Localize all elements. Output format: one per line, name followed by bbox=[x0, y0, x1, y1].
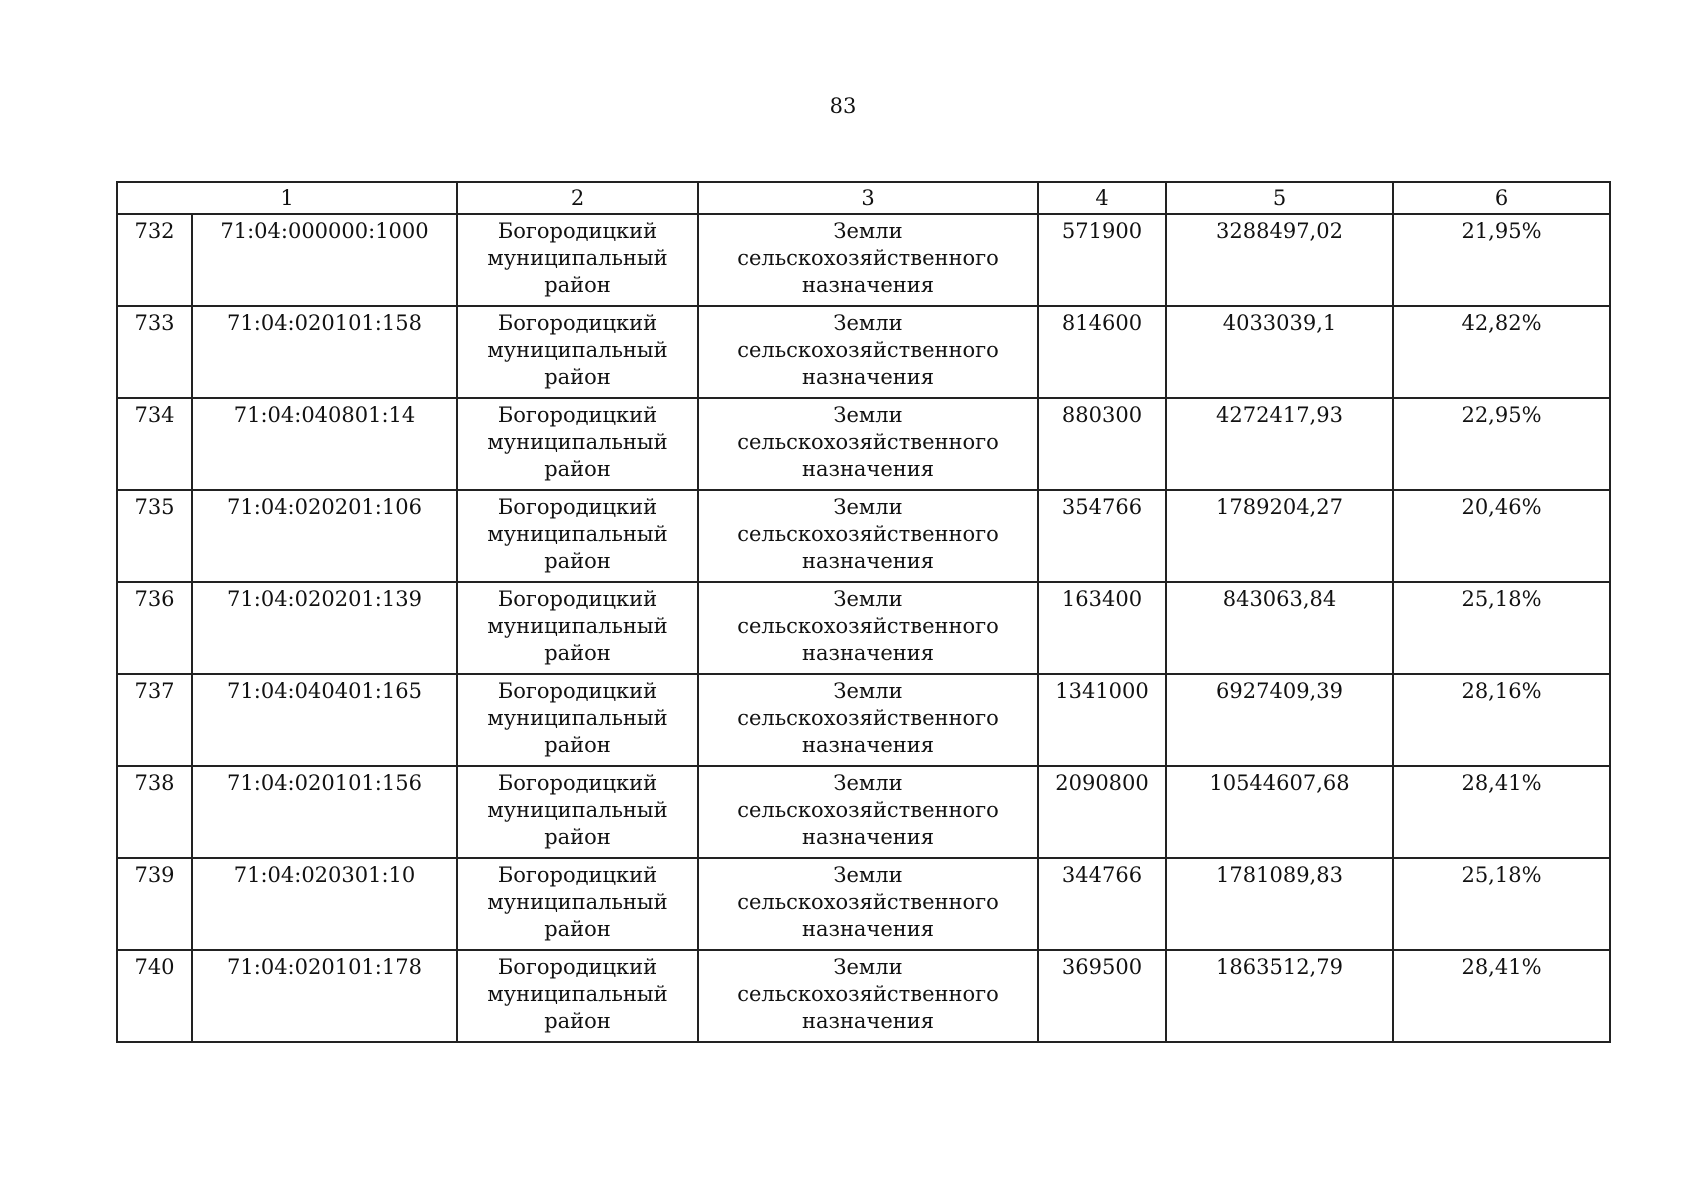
district-cell: Богородицкий муниципальный район bbox=[457, 582, 698, 674]
district-cell: Богородицкий муниципальный район bbox=[457, 858, 698, 950]
cadastral-value-cell: 843063,84 bbox=[1166, 582, 1393, 674]
table-row bbox=[117, 674, 1610, 766]
district-cell: Богородицкий муниципальный район bbox=[457, 306, 698, 398]
row-number-cell: 739 bbox=[117, 858, 192, 950]
percent-cell: 20,46% bbox=[1393, 490, 1610, 582]
land-category-cell: Земли сельскохозяйственного назначения bbox=[698, 766, 1038, 858]
percent-cell: 28,16% bbox=[1393, 674, 1610, 766]
table-row bbox=[117, 582, 1610, 674]
column-header-4: 4 bbox=[1038, 182, 1166, 214]
district-cell: Богородицкий муниципальный район bbox=[457, 674, 698, 766]
cadastral-number-cell: 71:04:000000:1000 bbox=[192, 214, 457, 306]
area-cell: 814600 bbox=[1038, 306, 1166, 398]
percent-cell: 25,18% bbox=[1393, 582, 1610, 674]
land-category-cell: Земли сельскохозяйственного назначения bbox=[698, 674, 1038, 766]
percent-cell: 28,41% bbox=[1393, 950, 1610, 1042]
area-cell: 1341000 bbox=[1038, 674, 1166, 766]
table-row bbox=[117, 398, 1610, 490]
row-number-cell: 733 bbox=[117, 306, 192, 398]
cadastral-number-cell: 71:04:020101:156 bbox=[192, 766, 457, 858]
land-category-cell: Земли сельскохозяйственного назначения bbox=[698, 582, 1038, 674]
cadastral-value-cell: 10544607,68 bbox=[1166, 766, 1393, 858]
column-header-1: 1 bbox=[117, 182, 457, 214]
area-cell: 2090800 bbox=[1038, 766, 1166, 858]
table-row bbox=[117, 950, 1610, 1042]
cadastral-value-cell: 1863512,79 bbox=[1166, 950, 1393, 1042]
area-cell: 354766 bbox=[1038, 490, 1166, 582]
column-header-6: 6 bbox=[1393, 182, 1610, 214]
cadastral-number-cell: 71:04:020201:139 bbox=[192, 582, 457, 674]
cadastral-number-cell: 71:04:040801:14 bbox=[192, 398, 457, 490]
area-cell: 344766 bbox=[1038, 858, 1166, 950]
table-row bbox=[117, 490, 1610, 582]
land-category-cell: Земли сельскохозяйственного назначения bbox=[698, 858, 1038, 950]
row-number-cell: 738 bbox=[117, 766, 192, 858]
land-category-cell: Земли сельскохозяйственного назначения bbox=[698, 950, 1038, 1042]
row-number-cell: 737 bbox=[117, 674, 192, 766]
land-category-cell: Земли сельскохозяйственного назначения bbox=[698, 306, 1038, 398]
column-header-2: 2 bbox=[457, 182, 698, 214]
district-cell: Богородицкий муниципальный район bbox=[457, 950, 698, 1042]
row-number-cell: 732 bbox=[117, 214, 192, 306]
district-cell: Богородицкий муниципальный район bbox=[457, 398, 698, 490]
area-cell: 880300 bbox=[1038, 398, 1166, 490]
district-cell: Богородицкий муниципальный район bbox=[457, 214, 698, 306]
land-category-cell: Земли сельскохозяйственного назначения bbox=[698, 214, 1038, 306]
table-row bbox=[117, 858, 1610, 950]
district-cell: Богородицкий муниципальный район bbox=[457, 766, 698, 858]
table-row bbox=[117, 214, 1610, 306]
table-body bbox=[117, 214, 1610, 1042]
header-row bbox=[117, 182, 1610, 214]
land-register-table bbox=[116, 181, 1611, 1043]
cadastral-number-cell: 71:04:020201:106 bbox=[192, 490, 457, 582]
cadastral-number-cell: 71:04:020301:10 bbox=[192, 858, 457, 950]
row-number-cell: 734 bbox=[117, 398, 192, 490]
cadastral-value-cell: 3288497,02 bbox=[1166, 214, 1393, 306]
percent-cell: 22,95% bbox=[1393, 398, 1610, 490]
cadastral-value-cell: 1789204,27 bbox=[1166, 490, 1393, 582]
row-number-cell: 735 bbox=[117, 490, 192, 582]
area-cell: 571900 bbox=[1038, 214, 1166, 306]
table-row bbox=[117, 766, 1610, 858]
cadastral-number-cell: 71:04:020101:178 bbox=[192, 950, 457, 1042]
percent-cell: 42,82% bbox=[1393, 306, 1610, 398]
cadastral-value-cell: 4272417,93 bbox=[1166, 398, 1393, 490]
cadastral-number-cell: 71:04:040401:165 bbox=[192, 674, 457, 766]
row-number-cell: 736 bbox=[117, 582, 192, 674]
table-row bbox=[117, 306, 1610, 398]
cadastral-value-cell: 1781089,83 bbox=[1166, 858, 1393, 950]
row-number-cell: 740 bbox=[117, 950, 192, 1042]
column-header-5: 5 bbox=[1166, 182, 1393, 214]
cadastral-value-cell: 6927409,39 bbox=[1166, 674, 1393, 766]
percent-cell: 25,18% bbox=[1393, 858, 1610, 950]
cadastral-value-cell: 4033039,1 bbox=[1166, 306, 1393, 398]
percent-cell: 21,95% bbox=[1393, 214, 1610, 306]
percent-cell: 28,41% bbox=[1393, 766, 1610, 858]
land-category-cell: Земли сельскохозяйственного назначения bbox=[698, 398, 1038, 490]
land-category-cell: Земли сельскохозяйственного назначения bbox=[698, 490, 1038, 582]
column-header-3: 3 bbox=[698, 182, 1038, 214]
area-cell: 163400 bbox=[1038, 582, 1166, 674]
page-number: 83 bbox=[829, 94, 857, 118]
area-cell: 369500 bbox=[1038, 950, 1166, 1042]
district-cell: Богородицкий муниципальный район bbox=[457, 490, 698, 582]
cadastral-number-cell: 71:04:020101:158 bbox=[192, 306, 457, 398]
